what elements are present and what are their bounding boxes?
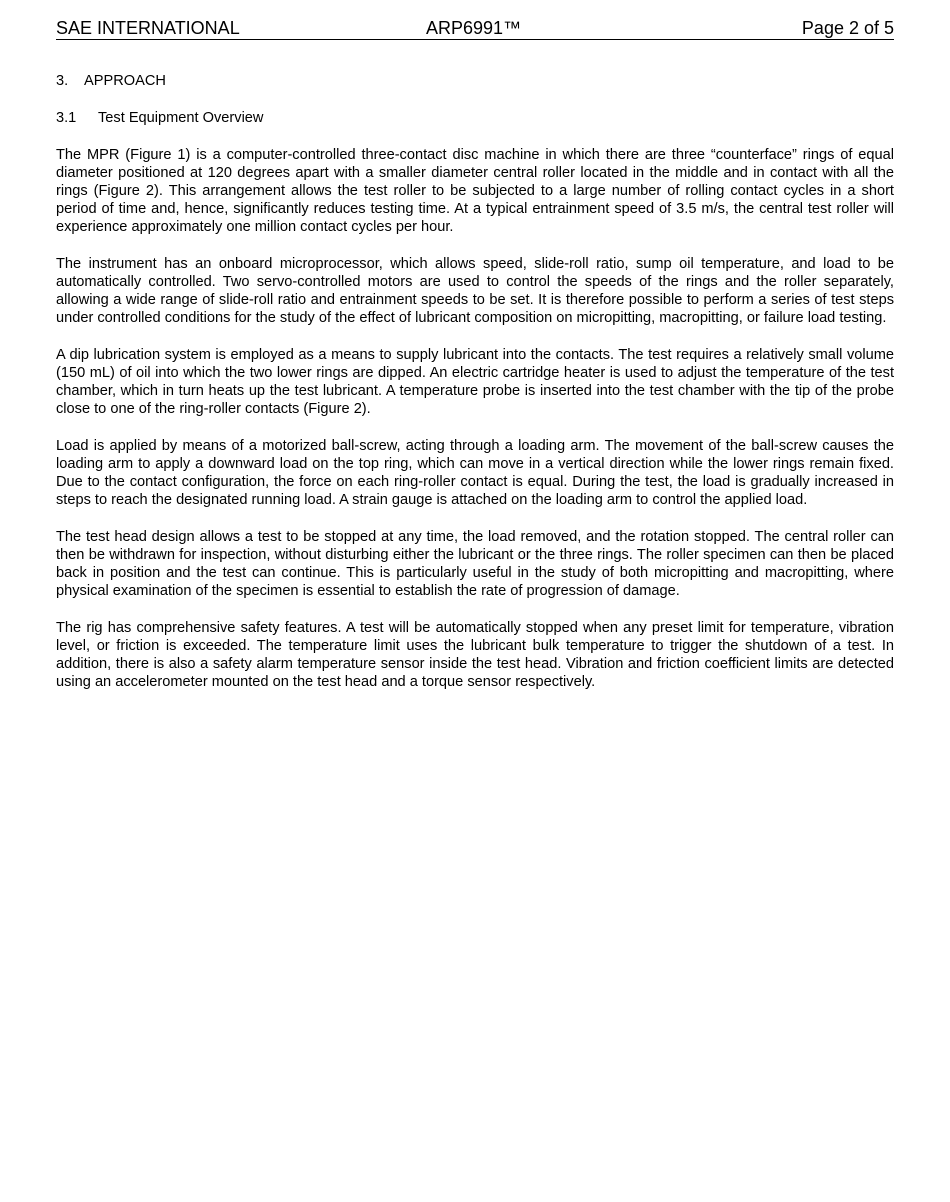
document-page bbox=[56, 0, 894, 691]
section-heading bbox=[56, 72, 894, 90]
header-page-label: Page 2 of 5 bbox=[801, 18, 894, 38]
section-number: 3. bbox=[56, 73, 69, 89]
subsection-heading bbox=[56, 109, 894, 127]
paragraph-dip-lubrication: A dip lubrication system is employed as a means to supply lubricant into the contacts. The test requires a relatively small volume (150 mL) of oil into which the two lower rings are dipped. An electric cartridge heater is used to adjust the temperature of the test chamber, which in turn heats up the test lubricant. A temperature probe is inserted into the test chamber with the tip of the probe close to one of the ring-roller contacts (Figure 2). bbox=[56, 347, 894, 417]
subsection-number: 3.1 bbox=[56, 110, 77, 126]
header-organization: SAE INTERNATIONAL bbox=[56, 18, 240, 38]
paragraph-microprocessor-control: The instrument has an onboard microprocessor, which allows speed, slide-roll ratio, sump oil temperature, and load to be automatically controlled. Two servo-controlled motors are used to control the speeds of the rings and the roller separately, allowing a wide range of slide-roll ratio and entrainment speeds to be set. It is therefore possible to perform a series of test steps under controlled conditions for the study of the effect of lubricant composition on micropitting, macropitting, or failure load testing. bbox=[56, 256, 894, 326]
paragraph-mpr-overview: The MPR (Figure 1) is a computer-controlled three-contact disc machine in which there are three “counterface” rings of equal diameter positioned at 120 degrees apart with a smaller diameter central roller located in the middle and in contact with all the rings (Figure 2). This arrangement allows the test roller to be subjected to a large number of rolling contact cycles in a short period of time and, hence, significantly reduces testing time. At a typical entrainment speed of 3.5 m/s, the central test roller will experience approximately one million contact cycles per hour. bbox=[56, 147, 894, 235]
section-title: APPROACH bbox=[84, 73, 166, 89]
running-header bbox=[56, 0, 894, 40]
paragraph-load-application: Load is applied by means of a motorized ball-screw, acting through a loading arm. The movement of the ball-screw causes the loading arm to apply a downward load on the top ring, which can move in a vertical direction while the lower rings remain fixed. Due to the contact configuration, the force on each ring-roller contact is equal. During the test, the load is gradually increased in steps to reach the designated running load. A strain gauge is attached on the loading arm to control the applied load. bbox=[56, 438, 894, 508]
subsection-title: Test Equipment Overview bbox=[98, 110, 264, 126]
header-document-id: ARP6991™ bbox=[426, 18, 522, 38]
paragraph-safety-features: The rig has comprehensive safety features. A test will be automatically stopped when any preset limit for temperature, vibration level, or friction is exceeded. The temperature limit uses the lubricant bulk temperature to trigger the shutdown of a test. In addition, there is also a safety alarm temperature sensor inside the test head. Vibration and friction coefficient limits are detected using an accelerometer mounted on the test head and a torque sensor respectively. bbox=[56, 620, 894, 690]
paragraph-test-head-design: The test head design allows a test to be stopped at any time, the load removed, and the rotation stopped. The central roller can then be withdrawn for inspection, without disturbing either the lubricant or the three rings. The roller specimen can then be placed back in position and the test can continue. This is particularly useful in the study of both micropitting and macropitting, where physical examination of the specimen is essential to establish the rate of progression of damage. bbox=[56, 529, 894, 599]
